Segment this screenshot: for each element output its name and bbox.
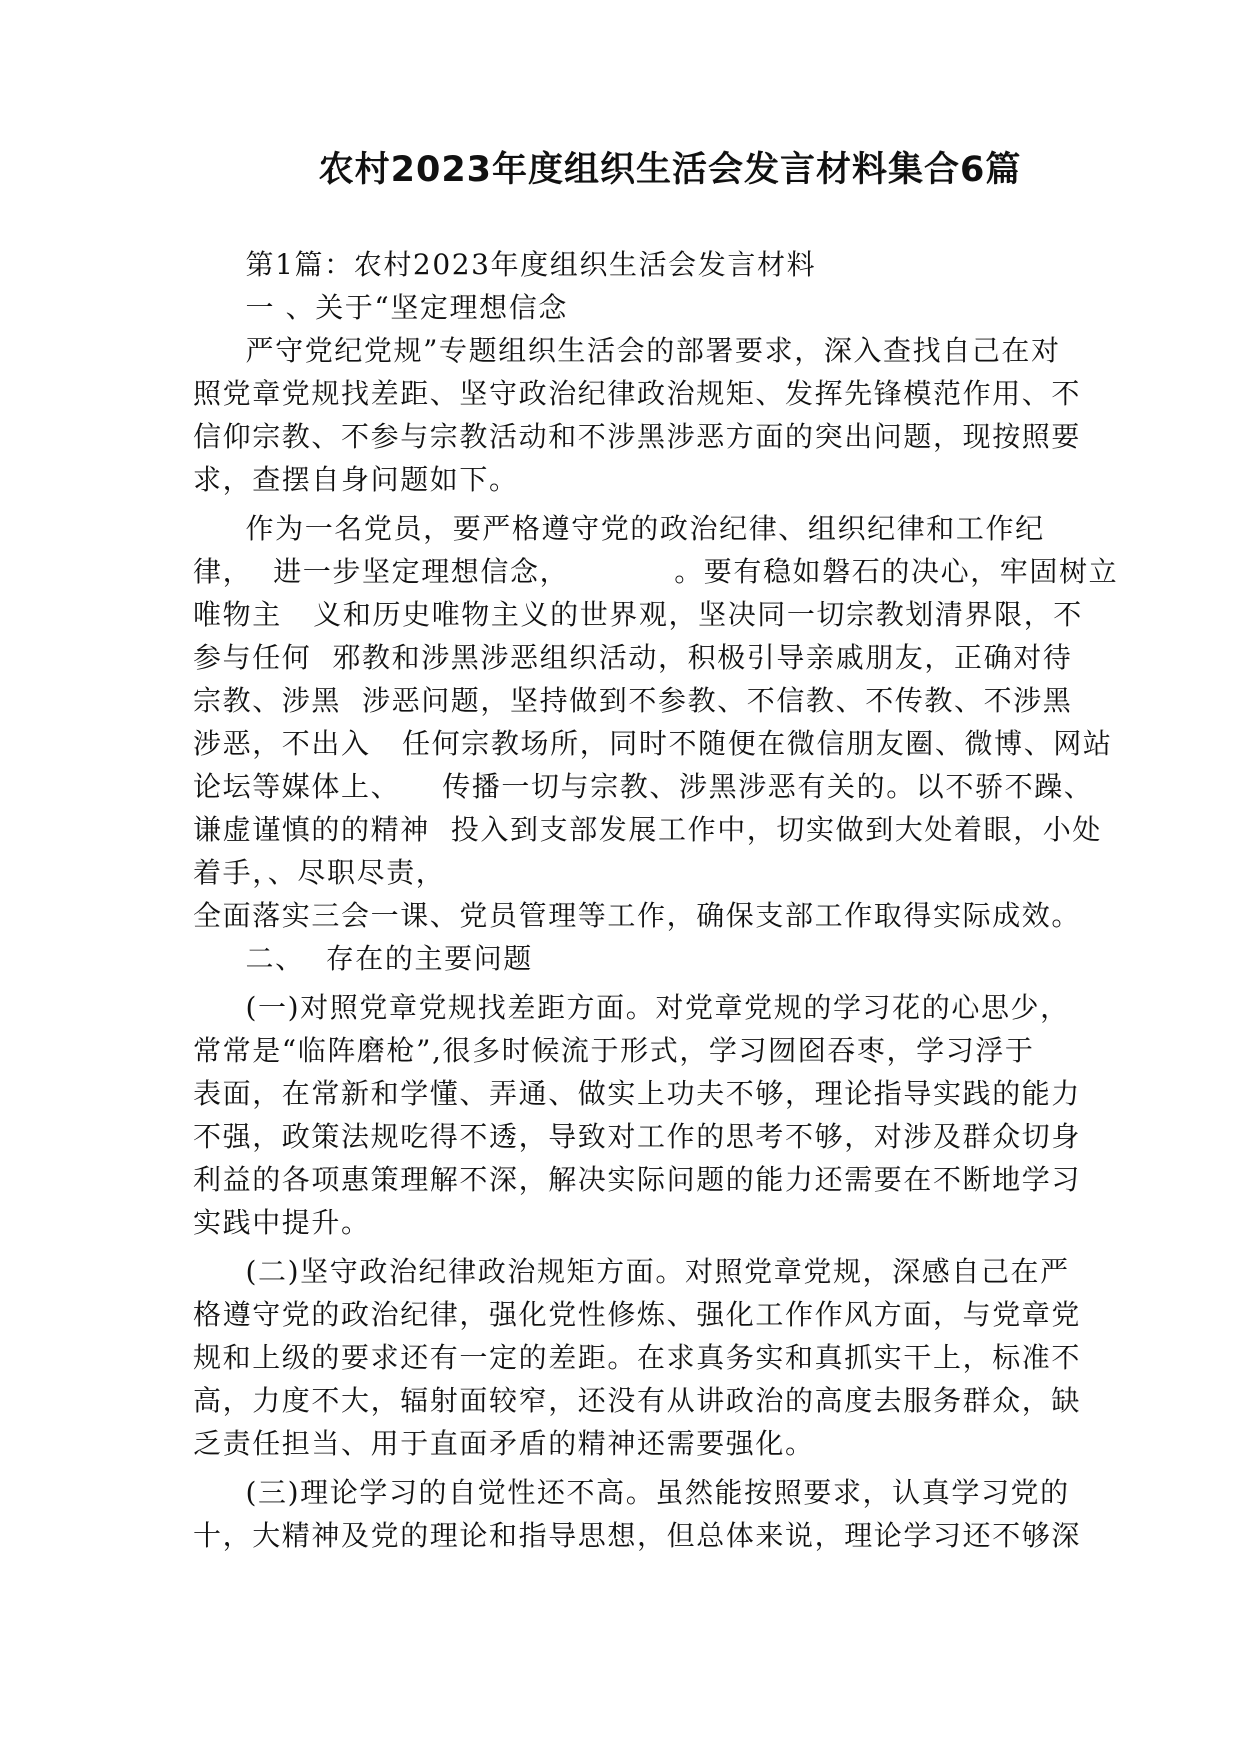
body-line: 规和上级的要求还有一定的差距。在求真务实和真抓实干上，标准不	[193, 1341, 1082, 1374]
body-line: 第1篇：农村2023年度组织生活会发言材料	[193, 248, 817, 281]
body-line: 作为一名党员，要严格遵守党的政治纪律、组织纪律和工作纪	[193, 512, 1045, 545]
body-line: 论坛等媒体上、 传播一切与宗教、涉黑涉恶有关的。以不骄不躁、	[193, 770, 1094, 803]
body-line: 常常是“临阵磨枪”,很多时候流于形式，学习囫囵吞枣，学习浮于	[193, 1034, 1035, 1067]
document-title: 农村2023年度组织生活会发言材料集合6篇	[318, 150, 1022, 190]
body-line: (三)理论学习的自觉性还不高。虽然能按照要求，认真学习党的	[193, 1476, 1070, 1509]
body-line: (二)坚守政治纪律政治规矩方面。对照党章党规，深感自己在严	[193, 1255, 1070, 1288]
body-line: 宗教、涉黑 涉恶问题，坚持做到不参教、不信教、不传教、不涉黑	[193, 684, 1073, 717]
body-line: 全面落实三会一课、党员管理等工作，确保支部工作取得实际成效。	[193, 899, 1082, 932]
body-line: 律， 进一步坚定理想信念， 。要有稳如磐石的决心，牢固树立	[193, 555, 1119, 588]
body-line: 参与任何 邪教和涉黑涉恶组织活动，积极引导亲戚朋友，正确对待	[193, 641, 1073, 674]
body-line: 一 、关于“坚定理想信念	[193, 291, 568, 324]
body-line: 高，力度不大，辐射面较窄，还没有从讲政治的高度去服务群众，缺	[193, 1384, 1082, 1417]
body-line: 利益的各项惠策理解不深，解决实际问题的能力还需要在不断地学习	[193, 1163, 1082, 1196]
body-line: 十，大精神及党的理论和指导思想，但总体来说，理论学习还不够深	[193, 1519, 1082, 1552]
body-line: 乏责任担当、用于直面矛盾的精神还需要强化。	[193, 1427, 815, 1460]
body-line: 二、 存在的主要问题	[193, 942, 533, 975]
body-line: 表面，在常新和学懂、弄通、做实上功夫不够，理论指导实践的能力	[193, 1077, 1082, 1110]
body-line: (一)对照党章党规找差距方面。对党章党规的学习花的心思少，	[193, 991, 1070, 1024]
body-line: 着手，、尽职尽责，	[193, 856, 446, 889]
body-line: 格遵守党的政治纪律，强化党性修炼、强化工作作风方面，与党章党	[193, 1298, 1082, 1331]
body-line: 照党章党规找差距、坚守政治纪律政治规矩、发挥先锋模范作用、不	[193, 377, 1082, 410]
document-body	[193, 243, 1119, 1557]
body-line: 严守党纪党规”专题组织生活会的部署要求，深入查找自己在对	[193, 334, 1061, 367]
body-line: 求，查摆自身问题如下。	[193, 463, 519, 496]
body-line: 唯物主 义和历史唯物主义的世界观，坚决同一切宗教划清界限，不	[193, 598, 1083, 631]
body-line: 涉恶，不出入 任何宗教场所，同时不随便在微信朋友圈、微博、网站	[193, 727, 1113, 760]
body-line: 信仰宗教、不参与宗教活动和不涉黑涉恶方面的突出问题，现按照要	[193, 420, 1082, 453]
body-line: 实践中提升。	[193, 1206, 371, 1239]
body-line: 谦虚谨慎的的精神 投入到支部发展工作中，切实做到大处着眼，小处	[193, 813, 1103, 846]
body-line: 不强，政策法规吃得不透，导致对工作的思考不够，对涉及群众切身	[193, 1120, 1082, 1153]
